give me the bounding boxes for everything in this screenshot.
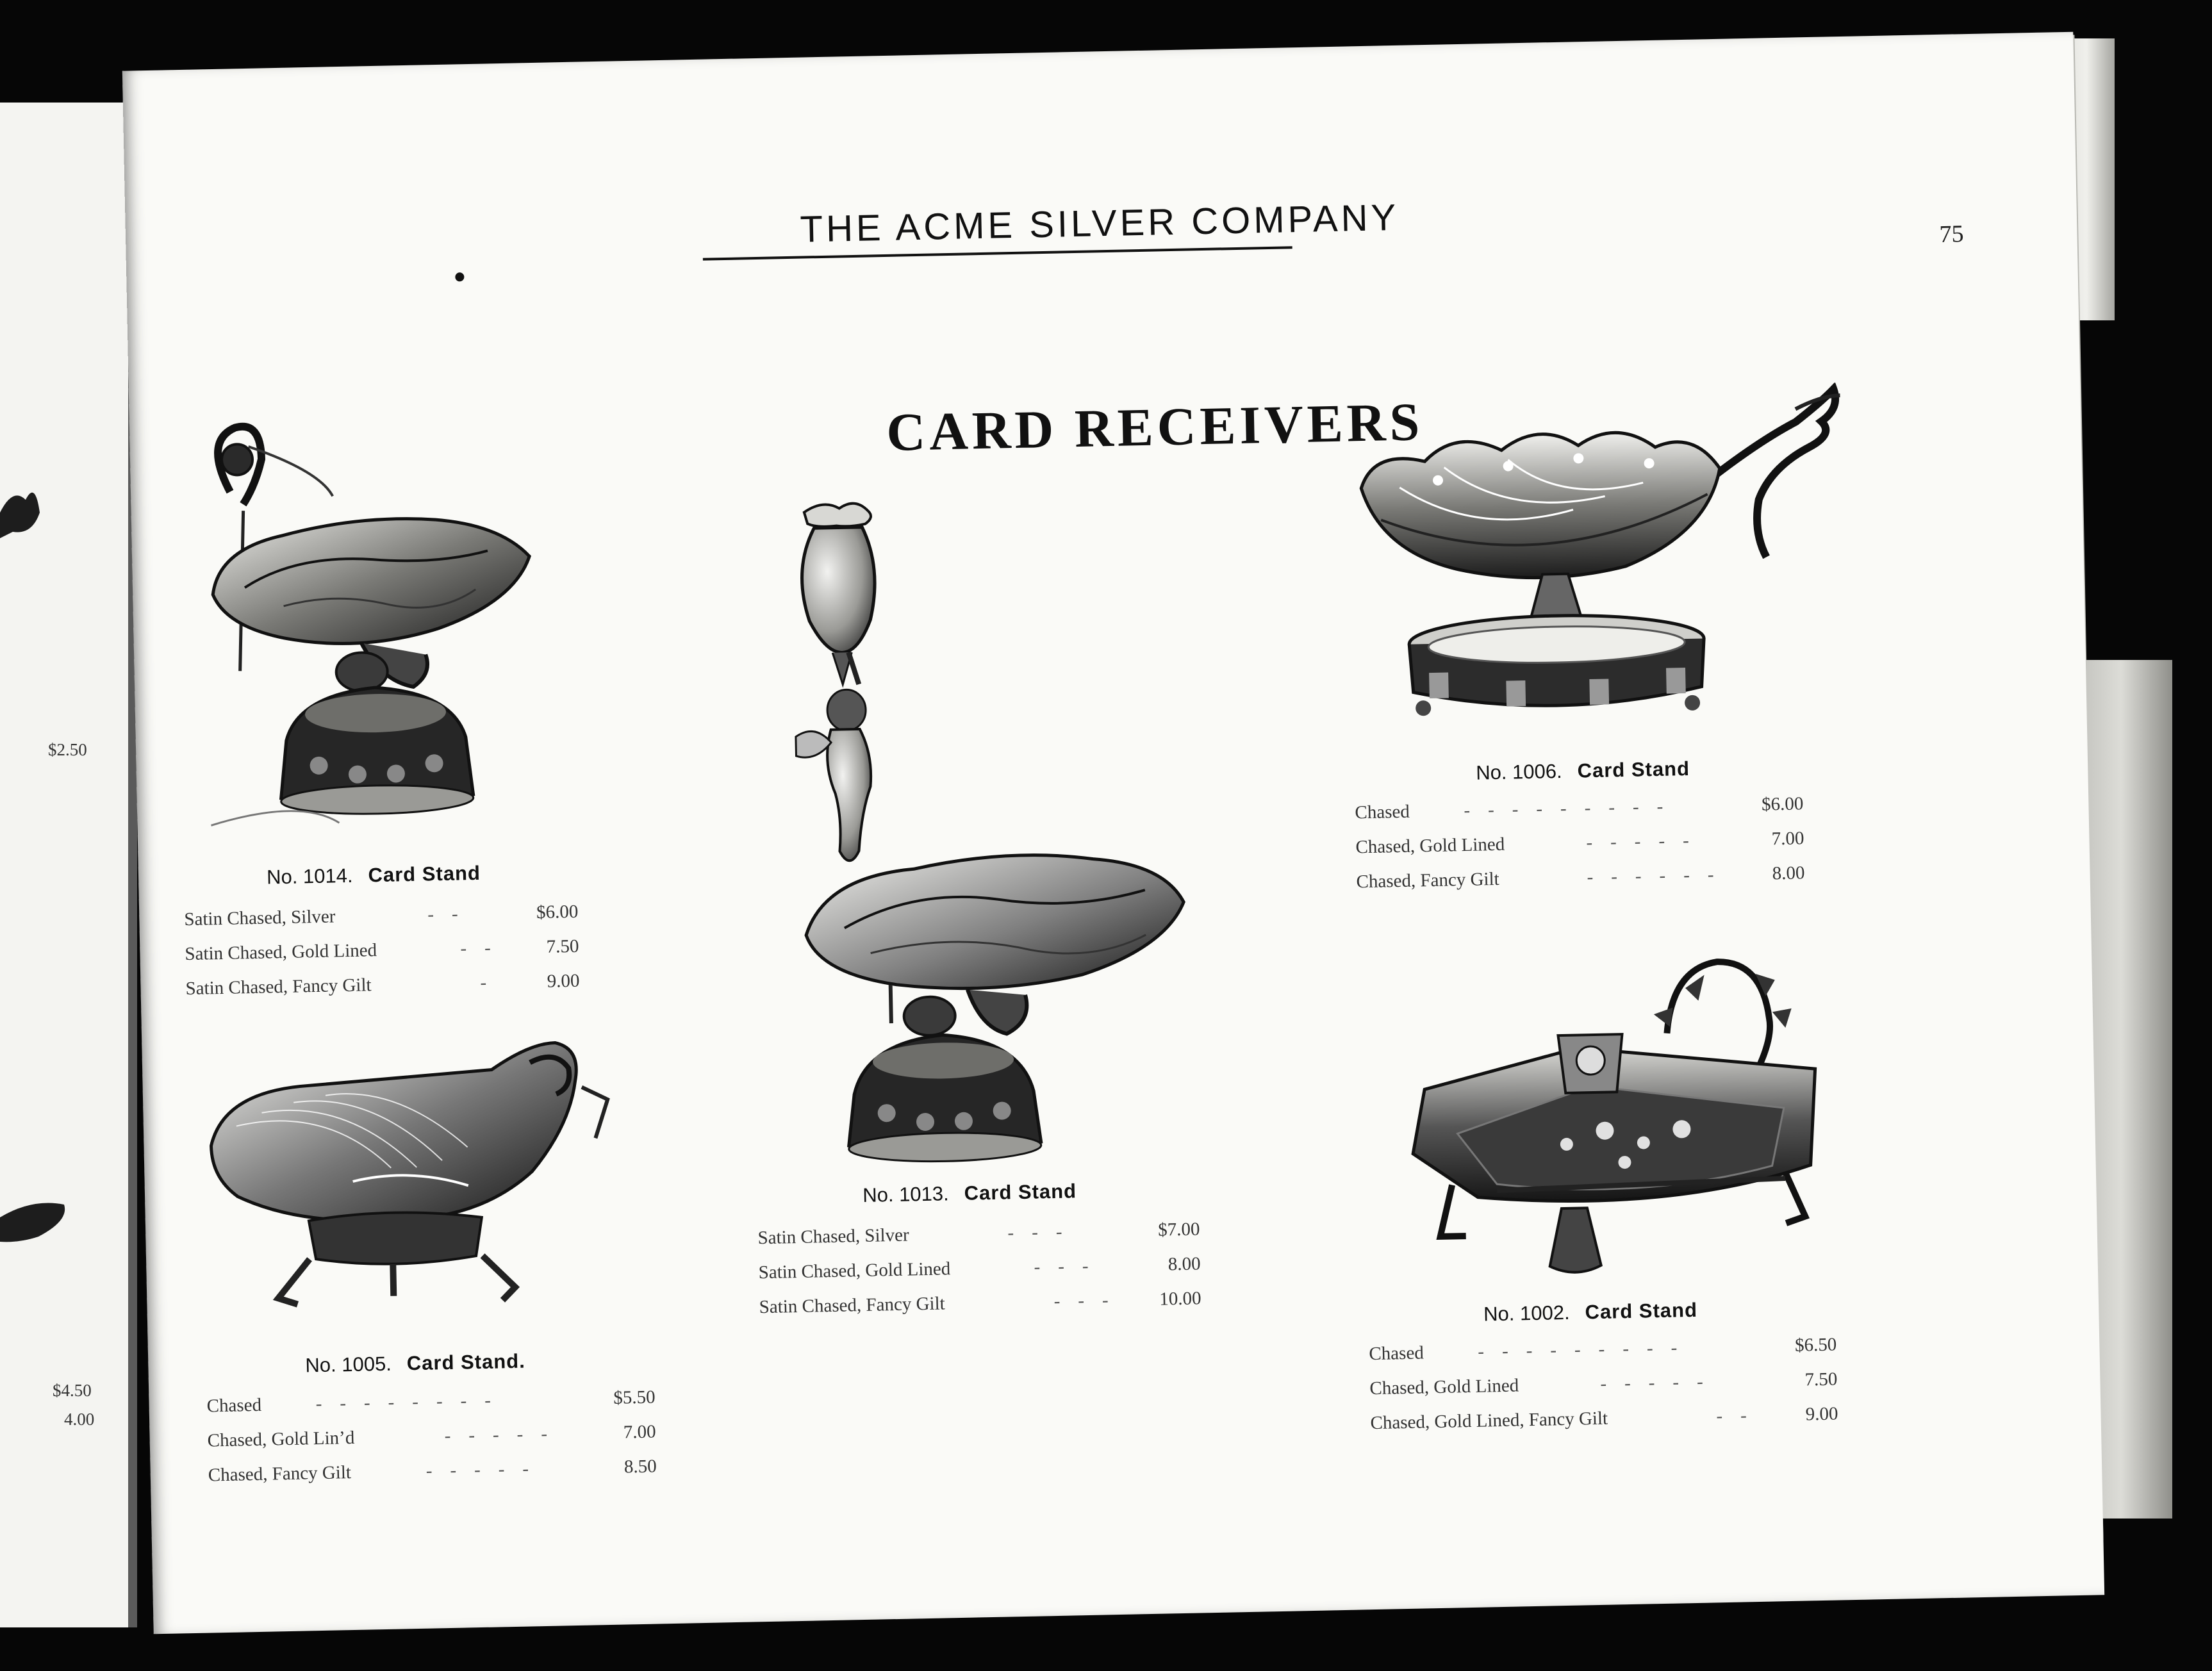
row-label: Chased, Gold Lined — [1369, 1375, 1519, 1399]
item-1005-row: Chased, Fancy Gilt ----- 8.50 — [208, 1456, 657, 1486]
item-1006-name: Card Stand — [1577, 757, 1690, 782]
row-price: 9.00 — [547, 970, 580, 992]
row-label: Chased, Gold Lin’d — [207, 1427, 355, 1451]
card-stand-1005-illustration — [196, 1021, 664, 1363]
item-1002-row: Chased, Gold Lined ----- 7.50 — [1369, 1369, 1838, 1399]
left-page-price-1: $2.50 — [48, 740, 87, 759]
row-label: Satin Chased, Silver — [757, 1224, 909, 1249]
item-1014-caption — [267, 862, 481, 889]
card-stand-1002-illustration — [1396, 934, 1865, 1314]
row-label: Satin Chased, Gold Lined — [758, 1258, 951, 1283]
item-1005-number: No. 1005. — [305, 1352, 392, 1377]
item-1002-price-list — [1369, 1334, 1870, 1448]
row-price: 8.00 — [1772, 862, 1805, 884]
card-stand-1013-illustration — [778, 485, 1227, 1179]
item-1005-row: Chased, Gold Lin’d ----- 7.00 — [207, 1421, 656, 1451]
company-header: THE ACME SILVER COMPANY — [800, 196, 1399, 251]
previous-page — [0, 103, 137, 1627]
row-label: Chased, Gold Lined, Fancy Gilt — [1370, 1408, 1608, 1434]
item-1002-number: No. 1002. — [1483, 1301, 1570, 1326]
row-label: Satin Chased, Fancy Gilt — [759, 1293, 945, 1318]
page-title: CARD RECEIVERS — [886, 392, 1424, 463]
row-label: Chased, Fancy Gilt — [1356, 868, 1499, 893]
row-price: 7.50 — [546, 935, 579, 957]
row-price: $7.00 — [1157, 1219, 1200, 1240]
item-1013-row: Satin Chased, Gold Lined --- 8.00 — [758, 1253, 1201, 1283]
item-1014-price-list — [184, 901, 596, 1013]
item-1014-name: Card Stand — [368, 861, 481, 887]
item-1013-row: Satin Chased, Silver --- $7.00 — [757, 1219, 1200, 1249]
row-price: 8.50 — [623, 1456, 657, 1478]
row-label: Chased — [1355, 801, 1410, 823]
item-1013-price-list — [757, 1219, 1221, 1331]
item-1014-row: Satin Chased, Gold Lined -- 7.50 — [185, 935, 579, 965]
item-1006-row: Chased, Gold Lined ----- 7.00 — [1355, 828, 1804, 858]
item-1013-name: Card Stand — [964, 1180, 1077, 1205]
item-1002-row: Chased --------- $6.50 — [1369, 1334, 1837, 1365]
item-1006-row: Chased, Fancy Gilt ------ 8.00 — [1356, 862, 1805, 893]
row-price: 7.00 — [1771, 828, 1804, 850]
item-1005-price-list — [206, 1387, 670, 1499]
row-price: $6.50 — [1794, 1334, 1837, 1356]
item-1006-row: Chased --------- $6.00 — [1355, 793, 1804, 823]
row-label: Satin Chased, Fancy Gilt — [185, 975, 372, 1000]
page-number: 75 — [1939, 220, 1964, 248]
left-page-price-2: $4.50 — [53, 1381, 92, 1400]
item-1005-caption — [305, 1350, 525, 1378]
row-label: Chased, Fancy Gilt — [208, 1462, 352, 1486]
row-price: 8.00 — [1168, 1253, 1201, 1275]
row-label: Satin Chased, Silver — [184, 906, 336, 930]
item-1013-caption — [863, 1180, 1077, 1207]
item-1005-row: Chased -------- $5.50 — [206, 1387, 656, 1417]
row-price: $6.00 — [536, 901, 579, 923]
item-1005-name: Card Stand. — [406, 1349, 526, 1375]
page-dot — [455, 272, 464, 281]
left-page-price-3: 4.00 — [64, 1410, 95, 1429]
item-1013-number: No. 1013. — [862, 1182, 950, 1206]
row-price: 7.50 — [1804, 1369, 1838, 1390]
item-1006-caption — [1476, 757, 1690, 785]
row-price: $5.50 — [613, 1387, 656, 1408]
catalog-page — [122, 32, 2104, 1634]
item-1014-row: Satin Chased, Silver -- $6.00 — [184, 901, 579, 930]
row-label: Satin Chased, Gold Lined — [185, 940, 377, 965]
row-price: $6.00 — [1761, 793, 1804, 815]
item-1002-row: Chased, Gold Lined, Fancy Gilt -- 9.00 — [1370, 1403, 1838, 1434]
left-page-illustration-fragment-2 — [0, 1192, 70, 1249]
row-label: Chased — [206, 1394, 262, 1417]
item-1006-number: No. 1006. — [1475, 759, 1562, 784]
row-price: 9.00 — [1805, 1403, 1838, 1425]
item-1002-name: Card Stand — [1585, 1298, 1698, 1324]
card-stand-1006-illustration — [1346, 383, 1867, 777]
row-label: Chased — [1369, 1342, 1424, 1365]
item-1014-number: No. 1014. — [266, 864, 353, 889]
card-stand-1014-illustration — [165, 408, 570, 839]
item-1002-caption — [1483, 1299, 1697, 1326]
row-label: Chased, Gold Lined — [1355, 834, 1505, 858]
left-page-illustration-fragment — [0, 474, 45, 551]
item-1006-price-list — [1355, 793, 1818, 906]
row-price: 7.00 — [623, 1421, 656, 1443]
row-price: 10.00 — [1159, 1288, 1201, 1310]
item-1014-row: Satin Chased, Fancy Gilt - 9.00 — [185, 970, 580, 1000]
item-1013-row: Satin Chased, Fancy Gilt --- 10.00 — [759, 1288, 1201, 1318]
